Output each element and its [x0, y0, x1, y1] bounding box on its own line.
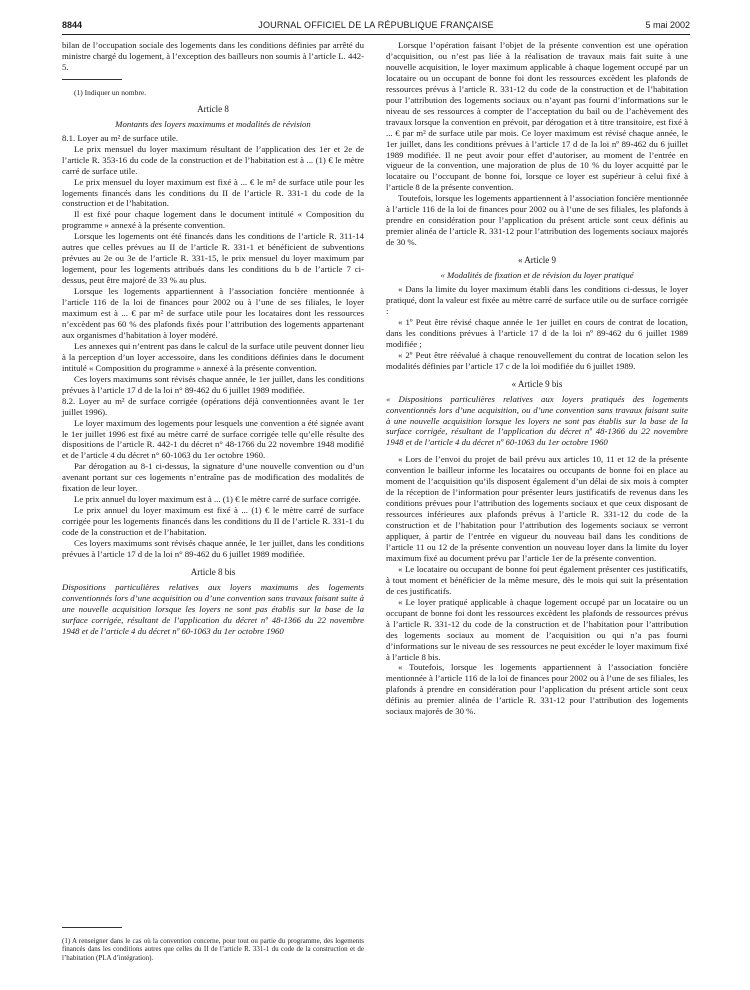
paragraph: bilan de l’occupation sociale des logements dans les conditions définies par arrêté du ministre chargé du logement, à l’exception des bailleurs non soumis à l’article L. 442-5. — [62, 40, 364, 72]
paragraph: Le prix mensuel du loyer maximum est fixé à ... € le m² de surface utile pour les logements financés dans les conditions du II de l’article R. 331-1 du code de la construction et de l’habitation. — [62, 176, 364, 209]
article-9-bis-heading: « Article 9 bis — [511, 378, 563, 389]
article-9-heading: « Article 9 — [518, 255, 556, 266]
publication-date: 5 mai 2002 — [645, 20, 690, 30]
paragraph: Lorsque l’opération faisant l’objet de la présente convention est une opération d’acquisition, ou n’est pas liée à la réalisation de travaux mais fait suite à une nouvelle acquisition, le loyer maximum applicable à chaque logement occupé par un locataire ou un occupant de bonne foi dont les ressources excèdent les plafonds de ressources prévus à l’article R. 331-12 du code de la construction et de l’habitation pour l’attribution des logements sociaux ou n’ayant pas fourni d’informations sur le niveau de ses ressources à compter de l’acceptation du bail ou de l’achèvement des travaux lorsque la convention en prévoit, par dérogation et à titre transitoire, est fixé à ... € par m² de surface utile par mois. Ce loyer maximum est révisé chaque année, le 1er juillet, dans les conditions prévues à l’article 17 d de la loi nº 89-462 du 6 juillet 1989 modifiée. Il ne peut avoir pour effet d’autoriser, au moment de l’entrée en vigueur de la convention, une majoration de plus de 10 % du loyer acquitté par le locataire ou l’occupant de bonne foi, lorsque ce loyer est supérieur à celui fixé à l’article 8 de la présente convention. — [386, 40, 688, 193]
paragraph: Le prix annuel du loyer maximum est à ... (1) € le mètre carré de surface corrigée. — [74, 494, 361, 505]
section-8-2: 8.2. Loyer au m² de surface corrigée (opérations déjà conventionnées avant le 1er juillet 1996). — [62, 395, 364, 417]
paragraph: Le loyer maximum des logements pour lesquels une convention a été signée avant le 1er juillet 1996 est fixé au mètre carré de surface corrigée telle qu’elle résulte des dispositions de l’article R. 442-1 du décret n° 48-1766 du 22 novembre 1948 modifié et de l’article 4 du décret n° 60-1063 du 1er octobre 1960. — [62, 417, 364, 461]
page-number: 8844 — [62, 20, 83, 30]
paragraph: Par dérogation au 8-1 ci-dessus, la signature d’une nouvelle convention ou d’un avenant portant sur ces logements n’entraîne pas de modification des modalités de fixation de leur loyer. — [62, 461, 364, 494]
article-8-bis-subtitle: Dispositions particulières relatives aux loyers maximums des logements conventionnés lors d’une acquisition ou d’une convention sans travaux faisant suite à une nouvelle acquisition lorsque les loyers ne sont pas établis sur la base de la surface corrigée, résultant de l’application du décret nº 48-1366 du 22 novembre 1948 et de l’article 4 du décret nº 60-1063 du 1er octobre 1960 — [62, 581, 364, 636]
paragraph: Ces loyers maximums sont révisés chaque année, le 1er juillet, dans les conditions prévues à l’article 17 d de la loi n° 89-462 du 6 juillet 1989 modifiée. — [62, 538, 364, 559]
article-9-bis-subtitle: « Dispositions particulières relatives aux loyers pratiqués des logements conventionnés lors d’une acquisition, ou d’une convention sans travaux faisant suite à une nouvelle acquisition lorsque les loyers ne sont pas établis sur la base de la surface corrigée, résultant de l’application du décret nº 48-1366 du 22 novembre 1948 et de l’article 4 du décret nº 60-1063 du 1er octobre 1960 — [386, 393, 688, 448]
article-8-subtitle: Montants des loyers maximums et modalités de révision — [115, 118, 311, 129]
page-header — [62, 18, 690, 34]
paragraph: Lorsque les logements ont été financés dans les conditions de l’article R. 311-14 autres que celles prévues au II de l’article R. 331-1 et bénéficient de subventions prévues au 2e ou 3e de l’article R. 331-15, le prix mensuel du loyer maximum par logement, pour les logements attribués dans les conditions du b de l’article 7 ci-dessus, peut être majoré de 33 % au plus. — [62, 231, 364, 286]
article-8-heading: Article 8 — [197, 103, 229, 114]
right-column — [386, 40, 688, 717]
bottom-footnote: (1) A renseigner dans le cas où la convention concerne, pour tout ou partie du programme, des logements financés dans les conditions autres que celles du II de l’article R. 331-1 du code de la construction et de l’habitation (PLA d’intégration). — [62, 937, 364, 962]
footnote-divider — [62, 79, 122, 80]
paragraph: « 1º Peut être révisé chaque année le 1er juillet en cours de contrat de location, dans les conditions prévues à l’article 17 d de la loi nº 89-462 du 6 juillet 1989 modifiée ; — [386, 316, 688, 349]
paragraph: « Lors de l’envoi du projet de bail prévu aux articles 10, 11 et 12 de la présente convention le bailleur informe les locataires ou occupants de bonne foi en place au moment de l’acquisition qu’ils disposent également d’un délai de six mois à compter de la réception de l’information pour présenter leurs justificatifs de revenus dans les conditions prévues pour l’attribution des logements sociaux et que ceux disposant de ressources inférieures aux plafonds prévus à l’article R. 331-12 du code de la construction et de l’habitation pour l’attribution des logements sociaux se verront appliquer, à partir de l’entrée en vigueur du nouveau bail dans les conditions de l’article 11 ou 12 de la présente convention un nouveau loyer dans la limite du loyer maximum fixé au document prévu par l’article 1er de la présente convention. — [386, 454, 688, 563]
article-9-subtitle: « Modalités de fixation et de révision du loyer pratiqué — [440, 270, 634, 281]
paragraph: « Dans la limite du loyer maximum établi dans les conditions ci-dessus, le loyer pratiqué, dont la valeur est fixée au mètre carré de surface utile ou de surface corrigée : — [386, 284, 688, 316]
article-8-bis-heading: Article 8 bis — [190, 566, 236, 577]
paragraph: Toutefois, lorsque les logements appartiennent à l’association foncière mentionnée à l’article 116 de la loi de finances pour 2002 ou à l’une de ses filiales, les plafonds à prendre en considération pour l’application du présent article sont ceux définis au premier alinéa de l’article R. 331-12 pour l’attribution des logements sociaux majorés de 30 %. — [386, 193, 688, 248]
paragraph: « 2º Peut être réévalué à chaque renouvellement du contrat de location selon les modalités définies par l’article 17 c de la loi modifiée du 6 juillet 1989. — [386, 349, 688, 371]
paragraph: « Toutefois, lorsque les logements appartiennent à l’association foncière mentionnée à l’article 116 de la loi de finances pour 2002 ou à l’une de ses filiales, les plafonds à prendre en considération pour l’application du présent article sont ceux définis au premier alinéa de l’article R. 331-12 pour l’attribution des logements sociaux majorés de 30 %. — [386, 662, 688, 717]
footnote-divider — [62, 927, 122, 928]
left-column — [62, 40, 364, 637]
footnote: (1) Indiquer un nombre. — [74, 87, 147, 97]
paragraph: Ces loyers maximums sont révisés chaque année, le 1er juillet, dans les conditions prévues à l’article 17 d de la loi n° 89-462 du 6 juillet 1989 modifiée. — [62, 373, 364, 395]
paragraph: Lorsque les logements appartiennent à l’association foncière mentionnée à l’article 116 de la loi de finances pour 2002 ou à l’une de ses filiales, le loyer maximum est à ... € par m² de surface utile pour les locataires dont les ressources n’excèdent pas 60 % des plafonds fixés pour l’attribution des logements appartenant aux organismes d’habitation à loyer modéré. — [62, 286, 364, 340]
journal-title: JOURNAL OFFICIEL DE LA RÉPUBLIQUE FRANÇAISE — [258, 20, 494, 30]
paragraph: Le prix annuel du loyer maximum est fixé à ... (1) € le mètre carré de surface corrigée pour les logements financés dans les conditions du II de l’article R. 331-1 du code de la construction et de l’habitation. — [62, 505, 364, 538]
paragraph: Il est fixé pour chaque logement dans le document intitulé « Composition du programme » annexé à la présente convention. — [62, 209, 364, 231]
section-8-1: 8.1. Loyer au m² de surface utile. — [62, 132, 179, 143]
header-divider — [62, 34, 690, 35]
paragraph: « Le loyer pratiqué applicable à chaque logement occupé par un locataire ou un occupant de bonne foi dont les ressources excèdent les plafonds de ressources prévus à l’article R. 331-12 du code de la construction et de l’habitation pour l’attribution des logements sociaux au moment de l’acquisition ou qui n’a pas fourni d’informations sur le niveau de ses ressources ne peut excéder le loyer maximum fixé à l’article 8 bis. — [386, 596, 688, 662]
paragraph: « Le locataire ou occupant de bonne foi peut également présenter ces justificatifs, à tout moment et bénéficier de la même mesure, dès le mois qui suit la présentation de ces justificatifs. — [386, 563, 688, 596]
paragraph: Le prix mensuel du loyer maximum résultant de l’application des 1er et 2e de l’article R. 353-16 du code de la construction et de l’habitation est à ... (1) € le mètre carré de surface utile. — [62, 143, 364, 176]
paragraph: Les annexes qui n’entrent pas dans le calcul de la surface utile peuvent donner lieu à la perception d’un loyer accessoire, dans les conditions définies dans le document intitulé « Composition du programme » annexé à la présente convention. — [62, 340, 364, 373]
